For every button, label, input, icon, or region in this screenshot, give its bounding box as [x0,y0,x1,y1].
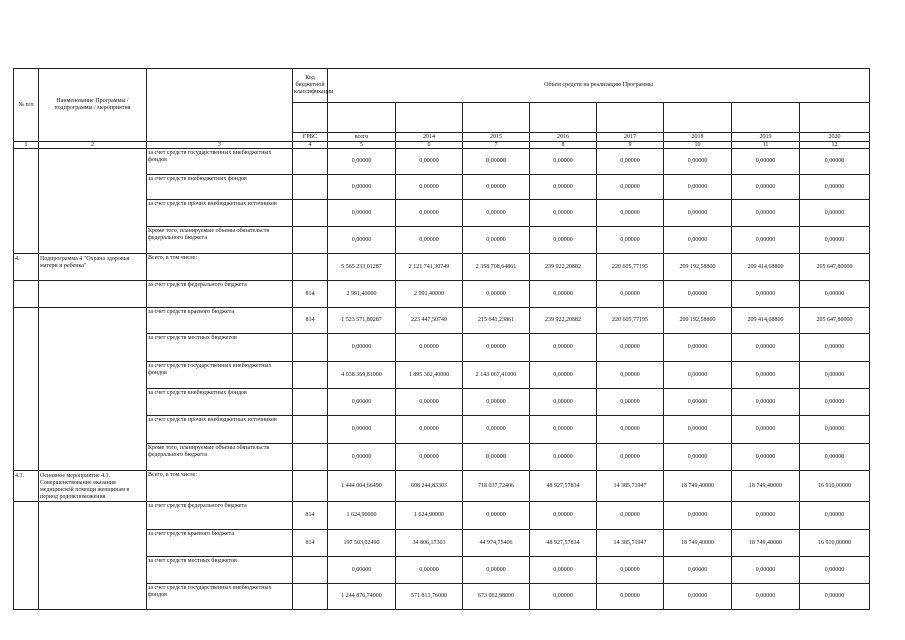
funding-source-cell: Всего, в том числе: [147,471,293,502]
program-name-cell [39,281,147,308]
amount-cell: 0,00000 [328,200,396,227]
funding-source-cell: за счет средств внебюджетных фондов [147,175,293,200]
header-blank [530,103,597,133]
amount-cell: 0,00000 [530,200,597,227]
amount-cell: 2 121 741,30749 [396,254,463,281]
amount-cell: 1 444 004,66490 [328,471,396,502]
amount-cell: 0,00000 [597,281,664,308]
amount-cell: 44 974,75406 [463,530,530,557]
amount-cell: 0,00000 [800,175,870,200]
grbs-code-cell [293,557,328,584]
amount-cell: 0,00000 [597,200,664,227]
header-blank [800,103,870,133]
header-code-blank [293,103,328,133]
amount-cell: 0,00000 [664,281,732,308]
grbs-code-cell [293,200,328,227]
program-budget-table [13,68,870,610]
table-row [14,502,870,530]
amount-cell: 0,00000 [530,416,597,444]
row-number-cell: 4. [14,254,39,281]
amount-cell: 0,00000 [800,281,870,308]
program-name-cell [39,308,147,471]
amount-cell: 48 927,57834 [530,530,597,557]
column-index-cell: 3 [147,142,293,149]
amount-cell: 209 192,58800 [664,254,732,281]
table-row [14,308,870,334]
amount-cell: 0,00000 [396,444,463,471]
header-year: 2014 [396,133,463,142]
grbs-code-cell [293,416,328,444]
grbs-code-cell [293,175,328,200]
amount-cell: 0,00000 [800,557,870,584]
column-index-row [14,142,870,149]
amount-cell: 0,00000 [597,557,664,584]
amount-cell: 0,00000 [530,362,597,389]
amount-cell: 0,00000 [530,584,597,610]
amount-cell: 1 624,90000 [396,502,463,530]
amount-cell: 0,00000 [732,389,800,416]
amount-cell: 0,00000 [732,444,800,471]
amount-cell: 0,00000 [530,557,597,584]
amount-cell: 205 647,80000 [800,254,870,281]
grbs-code-cell [293,227,328,254]
column-index-cell: 4 [293,142,328,149]
amount-cell: 673 062,98000 [463,584,530,610]
amount-cell: 205 647,80000 [800,308,870,334]
grbs-code-cell [293,334,328,362]
row-number-cell [14,308,39,471]
amount-cell: 0,00000 [463,175,530,200]
header-blank [396,103,463,133]
amount-cell: 0,00000 [530,389,597,416]
column-index-cell: 10 [664,142,732,149]
funding-source-cell: за счет средств краевого бюджета [147,530,293,557]
amount-cell: 0,00000 [732,557,800,584]
row-number-cell [14,149,39,254]
amount-cell: 1 895 302,40000 [396,362,463,389]
grbs-code-cell: 814 [293,530,328,557]
amount-cell: 0,00000 [732,175,800,200]
amount-cell: 239 922,20882 [530,254,597,281]
amount-cell: 0,00000 [396,416,463,444]
amount-cell: 0,00000 [328,444,396,471]
table-row [14,254,870,281]
header-nn: № п/п [14,69,39,142]
header-year: 2020 [800,133,870,142]
amount-cell: 0,00000 [664,334,732,362]
amount-cell: 0,00000 [396,227,463,254]
amount-cell: 18 749,40000 [664,471,732,502]
funding-source-cell: за счет средств федерального бюджета [147,281,293,308]
amount-cell: 48 927,57834 [530,471,597,502]
amount-cell: 0,00000 [664,175,732,200]
amount-cell: 0,00000 [800,389,870,416]
amount-cell: 0,00000 [396,389,463,416]
column-index-cell: 2 [39,142,147,149]
amount-cell: 0,00000 [800,200,870,227]
column-index-cell: 9 [597,142,664,149]
amount-cell: 0,00000 [530,502,597,530]
amount-cell: 0,00000 [396,175,463,200]
funding-source-cell: за счет средств местных бюджетов [147,557,293,584]
program-name-cell [39,149,147,254]
header-blank [664,103,732,133]
row-number-cell [14,502,39,610]
amount-cell: 0,00000 [664,416,732,444]
amount-cell: 0,00000 [800,149,870,175]
grbs-code-cell: 814 [293,308,328,334]
amount-cell: 0,00000 [732,149,800,175]
amount-cell: 0,00000 [396,334,463,362]
amount-cell: 0,00000 [463,444,530,471]
amount-cell: 0,00000 [800,584,870,610]
header-code: Код бюджетной классификации [293,69,328,103]
amount-cell: 0,00000 [328,389,396,416]
amount-cell: 34 806,17303 [396,530,463,557]
table-row [14,149,870,175]
funding-source-cell: Кроме того, планируемые объемы обязательств федерального бюджета [147,227,293,254]
header-blank [328,103,396,133]
amount-cell: 0,00000 [732,502,800,530]
amount-cell: 2 991,40000 [396,281,463,308]
amount-cell: 0,00000 [800,444,870,471]
amount-cell: 0,00000 [463,416,530,444]
amount-cell: 0,00000 [732,416,800,444]
amount-cell: 0,00000 [732,334,800,362]
amount-cell: 209 414,68800 [732,308,800,334]
amount-cell: 0,00000 [664,149,732,175]
amount-cell: 18 749,40000 [732,530,800,557]
column-index-cell: 5 [328,142,396,149]
amount-cell: 14 385,71947 [597,530,664,557]
amount-cell: 0,00000 [597,444,664,471]
table-row [14,281,870,308]
column-index-cell: 11 [732,142,800,149]
amount-cell: 0,00000 [463,389,530,416]
header-year: 2017 [597,133,664,142]
row-number-cell [14,281,39,308]
program-name-cell: Подпрограмма 4 "Охрана здоровья матери и ребенка" [39,254,147,281]
amount-cell: 0,00000 [597,584,664,610]
amount-cell: 2 991,40000 [328,281,396,308]
amount-cell: 1 523 571,80287 [328,308,396,334]
amount-cell: 2 143 067,41000 [463,362,530,389]
amount-cell: 0,00000 [732,362,800,389]
amount-cell: 0,00000 [530,281,597,308]
budget-table-page [13,68,869,610]
funding-source-cell: за счет средств внебюджетных фондов [147,389,293,416]
amount-cell: 0,00000 [530,149,597,175]
amount-cell: 16 910,00000 [800,530,870,557]
header-grbs: ГРБС [293,133,328,142]
funding-source-cell: за счет средств государственных внебюджетных фондов [147,362,293,389]
amount-cell: 0,00000 [530,175,597,200]
amount-cell: 0,00000 [732,584,800,610]
funding-source-cell: за счет средств федерального бюджета [147,502,293,530]
amount-cell: 0,00000 [396,557,463,584]
amount-cell: 0,00000 [463,502,530,530]
amount-cell: 0,00000 [328,334,396,362]
amount-cell: 0,00000 [800,502,870,530]
amount-cell: 0,00000 [597,502,664,530]
amount-cell: 571 813,76000 [396,584,463,610]
amount-cell: 0,00000 [396,200,463,227]
amount-cell: 18 749,40000 [732,471,800,502]
row-number-cell: 4.1. [14,471,39,502]
funding-source-cell: за счет средств прочих внебюджетных источников [147,200,293,227]
amount-cell: 0,00000 [463,557,530,584]
column-index-cell: 7 [463,142,530,149]
funding-source-cell: за счет средств прочих внебюджетных источников [147,416,293,444]
amount-cell: 4 038 369,81000 [328,362,396,389]
amount-cell: 0,00000 [328,416,396,444]
funding-source-cell: за счет средств государственных внебюджетных фондов [147,584,293,610]
grbs-code-cell [293,362,328,389]
amount-cell: 239 922,20882 [530,308,597,334]
amount-cell: 0,00000 [800,362,870,389]
amount-cell: 209 414,68800 [732,254,800,281]
grbs-code-cell [293,471,328,502]
amount-cell: 0,00000 [664,362,732,389]
grbs-code-cell [293,149,328,175]
amount-cell: 0,00000 [597,149,664,175]
grbs-code-cell: 814 [293,281,328,308]
amount-cell: 18 749,40000 [664,530,732,557]
amount-cell: 0,00000 [463,227,530,254]
amount-cell: 0,00000 [463,149,530,175]
amount-cell: 223 447,50749 [396,308,463,334]
header-year: 2019 [732,133,800,142]
header-year: 2015 [463,133,530,142]
funding-source-cell: Всего, в том числе: [147,254,293,281]
amount-cell: 718 037,72406 [463,471,530,502]
amount-cell: 0,00000 [328,149,396,175]
amount-cell: 1 624,90000 [328,502,396,530]
amount-cell: 0,00000 [530,334,597,362]
amount-cell: 220 605,77195 [597,308,664,334]
amount-cell: 5 565 233,01287 [328,254,396,281]
amount-cell: 0,00000 [328,557,396,584]
amount-cell: 0,00000 [664,584,732,610]
amount-cell: 16 910,00000 [800,471,870,502]
amount-cell: 0,00000 [597,416,664,444]
amount-cell: 0,00000 [664,557,732,584]
funding-source-cell: за счет средств местных бюджетов [147,334,293,362]
table-row [14,471,870,502]
header-year: 2016 [530,133,597,142]
amount-cell: 0,00000 [664,389,732,416]
amount-cell: 0,00000 [328,175,396,200]
amount-cell: 0,00000 [664,227,732,254]
amount-cell: 0,00000 [328,227,396,254]
header-name: Наименование Программы / подпрограммы / мероприятия [39,69,147,142]
header-blank [463,103,530,133]
amount-cell: 0,00000 [597,389,664,416]
amount-cell: 0,00000 [597,362,664,389]
grbs-code-cell [293,254,328,281]
amount-cell: 197 503,02490 [328,530,396,557]
amount-cell: 0,00000 [800,416,870,444]
header-source [147,69,293,142]
amount-cell: 0,00000 [530,444,597,471]
column-index-cell: 8 [530,142,597,149]
amount-cell: 14 385,71947 [597,471,664,502]
header-year: всего [328,133,396,142]
amount-cell: 209 192,58800 [664,308,732,334]
amount-cell: 215 641,23861 [463,308,530,334]
amount-cell: 0,00000 [800,334,870,362]
grbs-code-cell [293,389,328,416]
program-name-cell: Основное мероприятие 4.1. Совершенствование оказания медицинской помощи женщинам в период родовспоможения [39,471,147,502]
column-index-cell: 6 [396,142,463,149]
grbs-code-cell: 814 [293,502,328,530]
amount-cell: 0,00000 [463,281,530,308]
amount-cell: 2 358 708,64861 [463,254,530,281]
amount-cell: 0,00000 [396,149,463,175]
amount-cell: 0,00000 [597,175,664,200]
amount-cell: 0,00000 [463,200,530,227]
grbs-code-cell [293,444,328,471]
funding-source-cell: Кроме того, планируемые объемы обязательств федерального бюджета [147,444,293,471]
amount-cell: 0,00000 [664,444,732,471]
amount-cell: 0,00000 [664,200,732,227]
amount-cell: 0,00000 [800,227,870,254]
amount-cell: 1 244 876,74000 [328,584,396,610]
amount-cell: 0,00000 [597,227,664,254]
amount-cell: 0,00000 [530,227,597,254]
grbs-code-cell [293,584,328,610]
column-index-cell: 1 [14,142,39,149]
amount-cell: 0,00000 [732,227,800,254]
program-name-cell [39,502,147,610]
amount-cell: 0,00000 [597,334,664,362]
funding-source-cell: за счет средств государственных внебюджетных фондов [147,149,293,175]
amount-cell: 608 244,83303 [396,471,463,502]
header-year: 2018 [664,133,732,142]
header-blank [732,103,800,133]
header-volume: Объем средств на реализацию Программы [328,69,870,103]
column-index-cell: 12 [800,142,870,149]
amount-cell: 0,00000 [664,502,732,530]
amount-cell: 0,00000 [732,281,800,308]
header-blank [597,103,664,133]
table-body [14,149,870,610]
funding-source-cell: за счет средств краевого бюджета [147,308,293,334]
amount-cell: 220 605,77195 [597,254,664,281]
amount-cell: 0,00000 [732,200,800,227]
amount-cell: 0,00000 [463,334,530,362]
